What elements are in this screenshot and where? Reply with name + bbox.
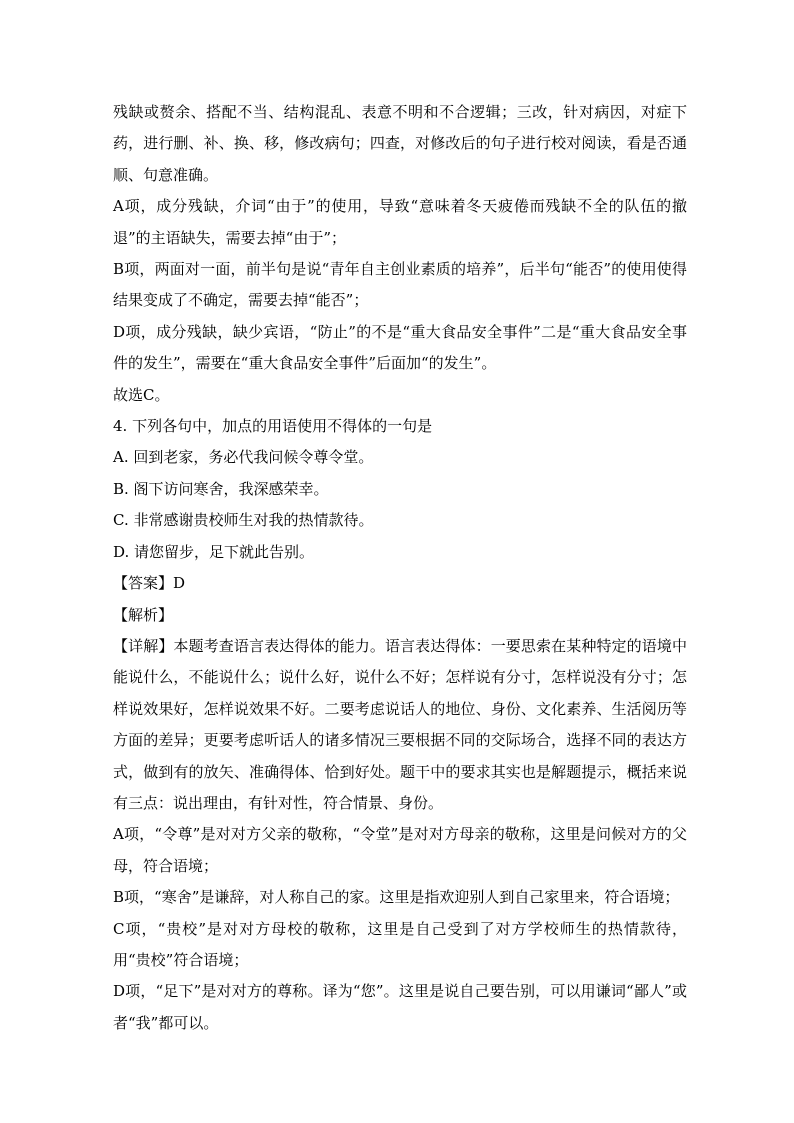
paragraph-conclusion: 故选C。 bbox=[113, 385, 170, 404]
question-4-choice-b: B. 阁下访问寒舍，我深感荣幸。 bbox=[113, 479, 329, 498]
detailed-explanation: 【详解】本题考查语言表达得体的能力。语言表达得体：一要思索在某种特定的语境中能说什么，不能说什么；说什么好，说什么不好；怎样说有分寸，怎样说没有分寸；怎样说效果好，怎样说效果不好。二要考虑说话人的地位、身份、文化素养、生活阅历等方面的差异；更要考虑听话人的诸多情况三要根据不同的交际场合，选择不同的表达方式，做到有的放矢、准确得体、恰到好处。题干中的要求其实也是解题提示，概括来说有三点：说出理由，有针对性，符合情景、身份。 bbox=[113, 636, 687, 812]
explanation-option-b: B项，“寒舍”是谦辞，对人称自己的家。这里是指欢迎别人到自己家里来，符合语境； bbox=[113, 888, 680, 907]
question-4-stem: 4. 下列各句中，加点的用语使用不得体的一句是 bbox=[113, 417, 433, 436]
explanation-option-c: C项，“贵校”是对对方母校的敬称，这里是自己受到了对方学校师生的热情款待，用“贵校”符合语境； bbox=[113, 919, 687, 969]
answer-line: 【答案】D bbox=[113, 574, 186, 593]
paragraph-option-d: D项，成分残缺，缺少宾语，“防止”的不是“重大食品安全事件”二是“重大食品安全事件的发生”，需要在“重大食品安全事件”后面加“的发生”。 bbox=[113, 322, 687, 373]
question-4-choice-c: C. 非常感谢贵校师生对我的热情款待。 bbox=[113, 511, 374, 530]
paragraph-option-a: A项，成分残缺，介词“由于”的使用，导致“意味着冬天疲倦而残缺不全的队伍的撤退”的主语缺失，需要去掉“由于”； bbox=[113, 197, 687, 247]
explanation-option-a: A项，“令尊”是对对方父亲的敬称，“令堂”是对对方母亲的敬称，这里是问候对方的父母，符合语境； bbox=[113, 825, 687, 875]
paragraph-analysis-steps: 残缺或赘余、搭配不当、结构混乱、表意不明和不合逻辑；三改，针对病因，对症下药，进行删、补、换、移，修改病句；四查，对修改后的句子进行校对阅读，看是否通顺、句意准确。 bbox=[113, 103, 687, 184]
explanation-option-d: D项，“足下”是对对方的尊称。译为“您”。这里是说自己要告别，可以用谦词“鄙人”或者“我”都可以。 bbox=[113, 982, 687, 1032]
paragraph-option-b: B项，两面对一面，前半句是说“青年自主创业素质的培养”，后半句“能否”的使用使得结果变成了不确定，需要去掉“能否”； bbox=[113, 260, 687, 310]
question-4-choice-a: A. 回到老家，务必代我问候令尊令堂。 bbox=[113, 448, 374, 467]
document-body bbox=[113, 97, 687, 1039]
analysis-heading: 【解析】 bbox=[113, 605, 174, 624]
question-4-choice-d: D. 请您留步，足下就此告别。 bbox=[113, 542, 315, 561]
